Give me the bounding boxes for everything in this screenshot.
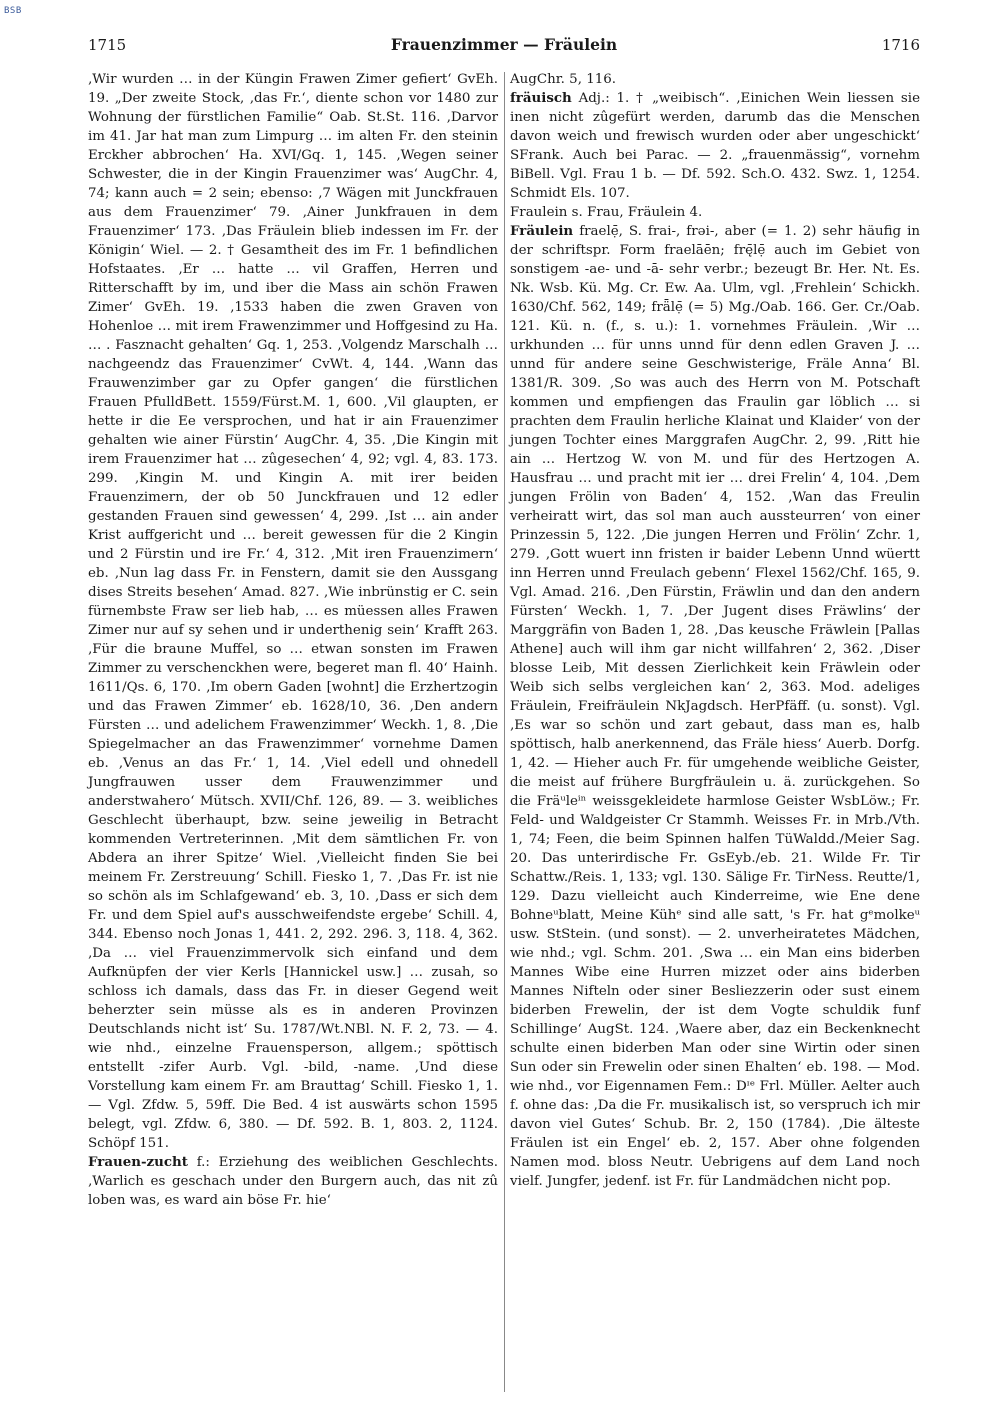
entry-fraeuisch — [510, 89, 920, 203]
entry-frauen-zucht-continued: AugChr. 5, 116. — [510, 72, 617, 87]
headword: fräuisch — [510, 90, 572, 106]
headword: Frauen-zucht — [88, 1154, 188, 1170]
page-number-left: 1715 — [88, 36, 127, 54]
entry-text: Adj.: 1. † „weibisch“. ‚Einichen Wein liessen sie inen nicht zûgefürt werden, darumb das die Menschen davon weich und frewisch wurden oder aber ungeschickt‘ SFrank. Auch bei Parac. — 2. „frauenmässig“, vornehm BiBell. Vgl. Frau 1 b. — Df. 592. Sch.O. 432. Swz. 1, 1254. Schmidt Els. 107. — [510, 91, 920, 201]
entry-frauenzimmer-continued: ‚Wir wurden … in der Küngin Frawen Zimer gefiert‘ GvEh. 19. „Der zweite Stock, ‚das Fr.‘, diente schon vor 1480 zur Wohnung der fürstlichen Familie“ Oab. St.St. 116. ‚Darvor im 41. Jar hat man zum Limpurg … im alten Fr. den steinin Erckher abbrochen‘ Ha. XVI/Gq. 1, 145. ‚Wegen seiner Schwester, die in der Kingin Frauenzimer was‘ AugChr. 4, 74; kann auch = 2 sein; ebenso: ‚7 Wägen mit Junckfrauen aus dem Frauenzimer‘ 79. ‚Ainer Junkfrauen in dem Frauenzimer‘ 173. ‚Das Fräulein blieb indessen im Fr. der Königin‘ Wiel. — 2. † Gesamtheit des im Fr. 1 befindlichen Hofstaates. ‚Er … hatte … vil Graffen, Herren und Ritterschafft by im, und iber die Mass ain schön Frawen Zimer‘ GvEh. 19. ‚1533 haben die zwen Graven von Hohenloe … mit irem Frawenzimmer und Hoffgesind zu Ha. … . Fasznacht gehalten‘ Gq. 1, 253. ‚Volgendz Marschalh … nachgeendz das Frauenzimer‘ CvWt. 4, 144. ‚Wann das Frauwenzimber gar zu Opfer gangen‘ die fürstlichen Frauen PfulldBett. 1559/Fürst.M. 1, 600. ‚Vil glaupten, er hette ir die Ee versprochen, und hat ir ain Frauenzimer gehalten wie ainer Fürstin‘ AugChr. 4, 35. ‚Die Kingin mit irem Frauenzimer hat … zûgesechen‘ 4, 92; vgl. 4, 83. 173. 299. ‚Kingin M. und Kingin A. mit irer beiden Frauenzimern, der ob 50 Junckfrauen und 12 edler gestanden Frauen sind gewessen‘ 4, 299. ‚Ist … ain ander Krist auffgericht und … bereit gewessen für die 2 Kingin und 2 Fürstin und ire Fr.‘ 4, 312. ‚Mit iren Frauenzimern‘ eb. ‚Nun lag dass Fr. in Fenstern, damit sie den Aussgang dises Streits besehen‘ Amad. 827. ‚Wie inbrünstig er C. sein fürnembste Fraw ser lieb hab, … es müessen alles Frawen Zimer nur auf sy sehen und ir underthenig sein‘ Krafft 263. ‚Für die braune Muffel, so … etwan sonsten im Frawen Zimmer zu verschenckhen were, begeret man fl. 40‘ Hainh. 1611/Qs. 6, 170. ‚Im obern Gaden [wohnt] die Erzhertzogin und das Frawen Zimmer‘ eb. 1628/10, 36. ‚Den andern Fürsten … und adelichem Frawenzimmer‘ Weckh. 1, 8. ‚Die Spiegelmacher an das Frawenzimmer‘ vornehme Damen eb. ‚Venus an das Fr.‘ 1, 14. ‚Viel edell und ohnedell Jungfrauwen usser dem Frauwenzimmer und anderstwahero‘ Mütsch. XVII/Chf. 126, 89. — 3. weibliches Geschlecht überhaupt, bzw. seine jeweilig in Betracht kommenden Vertreterinnen. ‚Mit dem sämtlichen Fr. von Abdera an ihrer Spitze‘ Wiel. ‚Vielleicht finden Sie bei meinem Fr. Zerstreuung‘ Schill. Fiesko 1, 7. ‚Das Fr. ist nie so schön als im Schlafgewand‘ eb. 3, 10. ‚Dass er sich dem Fr. und dem Spiel auf's ausschweifendste ergebe‘ Schill. 4, 344. Ebenso noch Jonas 1, 441. 2, 292. 296. 3, 118. 4, 362. ‚Da … viel Frauenzimmervolk sich einfand und dem Aufknüpfen der vier Kerls [Hannickel usw.] … zusah, so schloss ich damals, dass das Fr. in dieser Gegend weit beherzter sein müsse als es in anderen Provinzen Deutschlands nicht ist‘ Su. 1787/Wt.NBl. N. F. 2, 73. — 4. wie nhd., einzelne Frauensperson, allgem.; spöttisch entstellt -zifer Aurb. Vgl. -bild, -name. ‚Und diese Vorstellung kam einem Fr. am Brauttag‘ Schill. Fiesko 1, 1. — Vgl. Zfdw. 5, 59ff. Die Bed. 4 ist auswärts schon 1595 belegt, vgl. Zfdw. 6, 380. — Df. 592. B. 1, 803. 2, 1124. Schöpf 151. — [88, 72, 498, 1151]
entry-text: fraelẹ̄, S. frai-, frəi-, aber (= 1. 2) sehr häufig in der schriftspr. Form fraelāēn; frę̄lẹ̄ auch im Gebiet von sonstigem -ae- und -ā- sehr verbr.; bezeugt Br. Her. Nt. Es. Nk. Wsb. Kü. Mg. Cr. Ew. Aa. Ulm, vgl. ‚Frehlein‘ Schickh. 1630/Chf. 562, 149; frǟlẹ̄ (= 5) Mg./Oab. 166. Ger. Cr./Oab. 121. Kü. n. (f., s. u.): 1. vornehmes Fräulein. ‚Wir … urkhunden … für unns unnd für denn edlen Graven J. … unnd für andere seine Geschwisterige, Fräle Anna‘ Bl. 1381/R. 309. ‚So was auch des Herrn von M. Potschaft kommen und empfiengen das Fraulin gar löblich … si prachten dem Fraulin herliche Klainat und Klaider‘ von der jungen Tochter eines Marggrafen AugChr. 2, 99. ‚Ritt hie ain … Hertzog W. von M. und für des Hertzogen A. Hausfrau … und pracht mit ier … drei Frelin‘ 4, 104. ‚Dem jungen Frölin von Baden‘ 4, 152. ‚Wan das Freulin verheiratt wirt, das sol man auch aussteurren‘ von einer Prinzessin 5, 122. ‚Die jungen Herren und Frölin‘ Zchr. 1, 279. ‚Gott wuert inn fristen ir baider Lebenn Unnd wüertt inn Herren unnd Freulach gebenn‘ Flexel 1562/Chf. 165, 9. Vgl. Amad. 216. ‚Den Fürstin, Fräwlin und dan den andern Fürsten‘ Weckh. 1, 7. ‚Der Jugent dises Fräwlins‘ der Marggräfin von Baden 1, 28. ‚Das keusche Fräwlein [Pallas Athene] auch will ihm gar nicht willfahren‘ 2, 362. ‚Diser blosse Leib, Mit dessen Zierlichkeit kein Fräwlein oder Weib sich selbs vergleichen kan‘ 2, 363. Mod. adeliges Fräulein, Freifräulein NkJagdsch. HerPfäff. (u. sonst). Vgl. ‚Es war so schön und zart gebaut, dass man es, halb spöttisch, halb anerkennend, das Fräle hiess‘ Auerb. Dorfg. 1, 42. — Hieher auch Fr. für umgehende weibliche Geister, die meist auf frühere Burgfräulein u. ä. zurückgehen. So die Fräᵘleⁱⁿ weissgekleidete harmlose Geister WsbLöw.; Fr. Feld- und Waldgeister Cr Stammh. Weisses Fr. in Mrb./Vth. 1, 74; Feen, die beim Spinnen halfen TüWaldd./Meier Sag. 20. Das unterirdische Fr. GsEyb./eb. 21. Wilde Fr. Tir Schattw./Reis. 1, 133; vgl. 130. Sälige Fr. TirNess. Reutte/1, 129. Dazu vielleicht auch Kinderreime, wie Ene dene Bohneᵘblatt, Meine Kühᵉ sind alle satt, 's Fr. hat gᵉmolkeᵘ usw. StStein. (und sonst). — 2. unverheiratetes Mädchen, wie nhd.; vgl. Schm. 201. ‚Swa … ein Man eins biderben Mannes Wibe eine Hurren mizzet oder ains biderben Mannes Nifteln oder siner Besliezzerin oder sust einem biderben Frewelin, der ist dem Vogte schuldik funf Schillinge‘ AugSt. 124. ‚Waere aber, daz ein Beckenknecht schulte einen biderben Man oder sine Wirtin oder sinen Sun oder sin Frewelin oder sinen Ehalten‘ eb. 198. — Mod. wie nhd., vor Eigennamen Fem.: Dᶦᵉ Frl. Müller. Aelter auch f. ohne das: ‚Da die Fr. musikalisch ist, so verspruch ich mir davon viel Gutes‘ Schub. Br. 2, 150 (1784). ‚Die älteste Fräulen ist ein Engel‘ eb. 2, 157. Aber ohne folgenden Namen mod. bloss Neutr. Uebrigens auf dem Land noch vielf. Jungfer, jedenf. ist Fr. für Landmädchen nicht pop. — [510, 224, 920, 1189]
page-header — [88, 30, 920, 60]
entry-fraulein-crossref: Fraulein s. Frau, Fräulein 4. — [510, 205, 703, 220]
running-title: Frauenzimmer — Fräulein — [390, 35, 618, 54]
right-column — [510, 70, 920, 1191]
library-stamp: BSB — [4, 6, 22, 16]
page-number-right: 1716 — [881, 36, 920, 54]
entry-fraeulein — [510, 222, 920, 1191]
headword: Fräulein — [510, 223, 574, 239]
column-divider — [504, 72, 505, 1392]
left-column — [88, 70, 498, 1210]
entry-frauen-zucht — [88, 1153, 498, 1210]
entry-text: f.: Erziehung des weiblichen Geschlechts. ‚Warlich es geschach under den Burgern auch, das nit zû loben was, es ward ain böse Fr. hie‘ — [88, 1155, 498, 1208]
